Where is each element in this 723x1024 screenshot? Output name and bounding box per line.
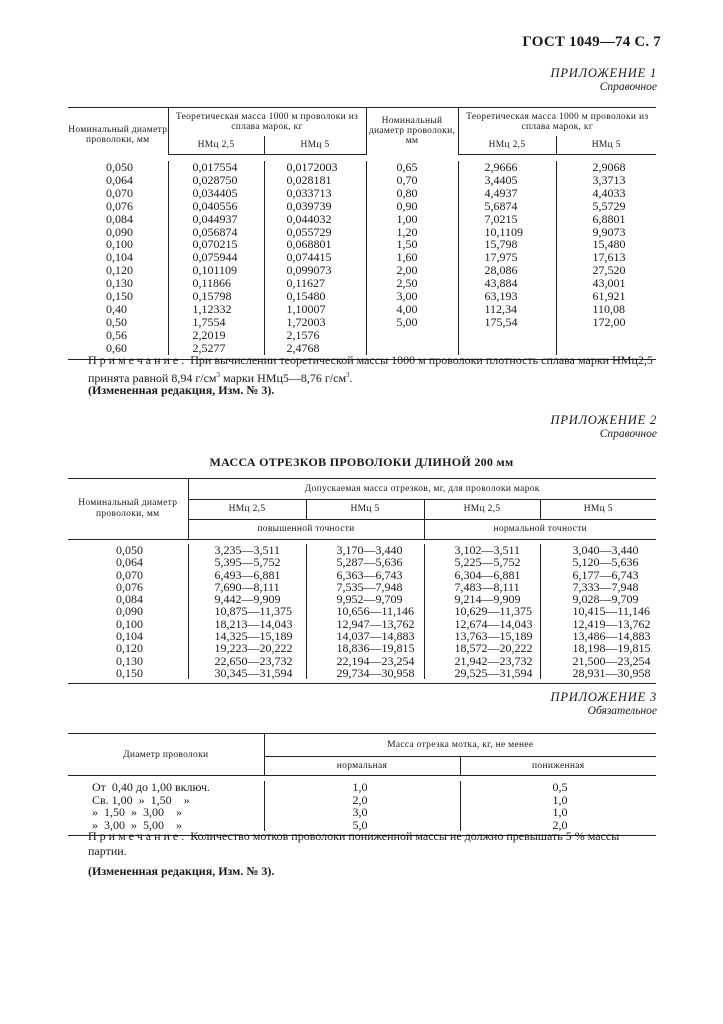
table-cell: 18,836—19,815 [306,642,424,654]
table-cell: 3,040—3,440 [540,544,656,556]
note-label-3: Примечание. [88,829,188,843]
table-cell: 5,225—5,752 [424,556,540,568]
col-header-nmc25-norm: НМц 2,5 [424,500,540,520]
table-row [68,277,656,290]
table-cell: 0,56 [106,327,127,342]
table-cell: 14,325—15,189 [188,630,306,642]
table-cell: 3,170—3,440 [306,544,424,556]
table-cell: 10,629—11,375 [424,605,540,617]
table-row [68,556,656,568]
table-cell: 1,0 [460,806,656,819]
table-cell: 5,0 [264,819,460,832]
table-cell: 9,952—9,709 [306,593,424,605]
table-row [68,174,656,187]
table-cell: 5,287—5,636 [306,556,424,568]
table-cell: 0,070215 [168,238,264,251]
table-cell: 0,65 [366,161,458,174]
table-cell: 18,198—19,815 [540,642,656,654]
appendix-1-title: ПРИЛОЖЕНИЕ 1 [550,66,657,80]
table-cell: 0,090 [106,224,133,239]
col-header-nmc25-high: НМц 2,5 [188,500,306,520]
table-cell [458,329,556,342]
table-cell: 6,363—6,743 [306,569,424,581]
table-cell: 3,0 [264,806,460,819]
col-header-diameter-left: Номинальный диаметр проволоки, мм [68,125,168,146]
table-cell: Св. 1,00 » 1,50 » [92,792,190,807]
table-cell: 9,028—9,709 [540,593,656,605]
table-cell: 13,486—14,883 [540,630,656,642]
table-row [68,303,656,316]
table-cell: 0,084 [116,592,143,607]
table-cell: 10,656—11,146 [306,605,424,617]
table-cell: 3,00 [366,290,458,303]
table-row [68,226,656,239]
table-cell: 2,4768 [264,342,366,355]
table-cell: 3,102—3,511 [424,544,540,556]
table-cell: 5,6874 [458,200,556,213]
table-cell: 0,075944 [168,251,264,264]
table-cell: 0,070 [116,567,143,582]
table-cell: 7,333—7,948 [540,581,656,593]
col-header-reduced: пониженная [460,757,656,776]
appendix-3-note: Примечание. Количество мотков проволоки пониженной массы не должно превышать 5 % массы партии. [88,829,620,858]
table-cell: 1,60 [366,251,458,264]
table-cell: 0,11866 [168,277,264,290]
table-cell: 7,483—8,111 [424,581,540,593]
table-row [68,316,656,329]
table-cell: 61,921 [556,290,656,303]
table-cell: 175,54 [458,316,556,329]
table-cell: 6,177—6,743 [540,569,656,581]
appendix-2-subtitle: Справочное [599,428,657,440]
col-header-diameter-right: Номинальный диаметр проволоки, мм [366,108,458,155]
table-cell: 0,40 [106,301,127,316]
col-header-mass: Допускаемая масса отрезков, мг, для проволоки марок [188,479,656,500]
table-cell: 0,11627 [264,277,366,290]
table-cell: 6,304—6,881 [424,569,540,581]
table-cell: 0,120 [106,263,133,278]
table-cell: 5,00 [366,316,458,329]
table-cell: 9,442—9,909 [188,593,306,605]
table-cell: 28,086 [458,264,556,277]
table-cell: 2,50 [366,277,458,290]
table-cell: 17,975 [458,251,556,264]
wire-mass-table [68,107,656,360]
table-cell: 0,028750 [168,174,264,187]
page-header: ГОСТ 1049—74 С. 7 [522,34,661,50]
table-row [68,187,656,200]
table-cell: 0,60 [106,340,127,355]
table-cell: 0,5 [460,781,656,794]
table-row [68,161,656,174]
table-cell: 12,419—13,762 [540,618,656,630]
table-cell: 2,0 [460,819,656,832]
col-header-nmc5-high: НМц 5 [306,500,424,520]
table-cell: 2,0 [264,794,460,807]
table-cell: 0,101109 [168,264,264,277]
col-header-coil-mass: Масса отрезка мотка, кг, не менее [264,734,656,757]
table-cell: 7,0215 [458,213,556,226]
table-cell: 1,10007 [264,303,366,316]
table-cell: 18,213—14,043 [188,618,306,630]
table-cell: 0,70 [366,174,458,187]
table-cell: 0,50 [106,314,127,329]
table-cell: 22,194—23,254 [306,655,424,667]
table-cell: 14,037—14,883 [306,630,424,642]
table-cell: 0,070 [106,185,133,200]
table-cell: 0,034405 [168,187,264,200]
table-cell: 1,20 [366,226,458,239]
col-header-nmc5-norm: НМц 5 [540,500,656,520]
table-cell: 10,875—11,375 [188,605,306,617]
table-cell: 0,044032 [264,213,366,226]
col-header-wire-diameter: Диаметр проволоки [68,734,264,776]
table-cell: 43,001 [556,277,656,290]
segment-mass-table [68,478,656,684]
table-cell: 12,674—14,043 [424,618,540,630]
table-cell: 172,00 [556,316,656,329]
col-header-nmc25-right: НМц 2,5 [458,136,556,155]
table-row [68,667,656,679]
table-cell: 0,050 [106,160,133,174]
table-cell: 2,9666 [458,161,556,174]
col-header-normal: нормальная [264,757,460,776]
table-cell [366,329,458,342]
appendix-1-edited: (Измененная редакция, Изм. № 3). [88,383,275,397]
table-row [68,329,656,342]
table-row [68,264,656,277]
table-cell: 0,039739 [264,200,366,213]
table-cell: 9,214—9,909 [424,593,540,605]
table-cell: 19,223—20,222 [188,642,306,654]
table-cell: 0,017554 [168,161,264,174]
table-row [68,806,656,819]
table-cell: 7,690—8,111 [188,581,306,593]
table-cell: 112,34 [458,303,556,316]
coil-mass-table [68,733,656,836]
table-row [68,781,656,794]
table-cell: 10,1109 [458,226,556,239]
table-cell: 0,033713 [264,187,366,200]
table-cell: 0,100 [116,616,143,631]
appendix-3-edited: (Измененная редакция, Изм. № 3). [88,864,275,878]
table-cell: 2,5277 [168,342,264,355]
col-header-normal-accuracy: нормальной точности [424,520,656,540]
table-cell: 0,104 [106,250,133,265]
table-cell: 3,4405 [458,174,556,187]
table-cell: 22,650—23,732 [188,655,306,667]
table-cell: 1,12332 [168,303,264,316]
appendix-3-title: ПРИЛОЖЕНИЕ 3 [550,690,657,704]
col-header-mass-right: Теоретическая масса 1000 м проволоки из сплава марок, кг [458,108,656,137]
table-cell: 43,884 [458,277,556,290]
table-cell: 5,5729 [556,200,656,213]
note-label: Примечание. [88,353,188,367]
appendix-3-subtitle: Обязательное [587,705,657,717]
table-cell: 0,15798 [168,290,264,303]
appendix-1-label [551,66,657,94]
table-cell: 15,480 [556,238,656,251]
table-cell: 4,4033 [556,187,656,200]
col-header-high-accuracy: повышенной точности [188,520,424,540]
table-cell: 0,0172003 [264,161,366,174]
table-cell: 3,235—3,511 [188,544,306,556]
table-cell: 5,120—5,636 [540,556,656,568]
col-header-diameter: Номинальный диаметр проволоки, мм [68,479,188,540]
table-cell: 0,130 [106,276,133,291]
table-cell: 2,9068 [556,161,656,174]
col-header-nmc25-left: НМц 2,5 [168,136,264,155]
table-cell: 0,130 [116,653,143,668]
table-cell: 15,798 [458,238,556,251]
table-cell: 5,395—5,752 [188,556,306,568]
table-cell: От 0,40 до 1,00 включ. [92,780,211,794]
table-cell: 9,9073 [556,226,656,239]
table-cell: 0,040556 [168,200,264,213]
table-cell: 1,50 [366,238,458,251]
table-cell: 0,90 [366,200,458,213]
table-cell: 12,947—13,762 [306,618,424,630]
table-cell: 1,7554 [168,316,264,329]
appendix-2-label [551,413,657,441]
table-cell: 7,535—7,948 [306,581,424,593]
table-cell: 0,104 [116,629,143,644]
table-row [68,213,656,226]
table-cell: 2,00 [366,264,458,277]
table-row [68,290,656,303]
table-cell: 0,80 [366,187,458,200]
table-cell: 0,055729 [264,226,366,239]
table-row [68,642,656,654]
table-cell: 4,00 [366,303,458,316]
table-cell: 4,4937 [458,187,556,200]
table-cell: 0,099073 [264,264,366,277]
table-cell: » 3,00 » 5,00 » [92,817,182,832]
table-cell: 1,72003 [264,316,366,329]
col-header-nmc5-left: НМц 5 [264,136,366,155]
appendix-1-note: Примечание. При вычислении теоретической массы 1000 м проволоки плотность сплава марки НМц2,5 принята равной 8,94 $г/см^3$ марки НМц5—8,76 $г/см^3$. [88,353,653,385]
table-cell [556,329,656,342]
table-cell: 0,076 [116,579,143,594]
appendix-3-label [551,690,657,718]
appendix-2-title: ПРИЛОЖЕНИЕ 2 [550,413,657,427]
appendix-2-heading: МАССА ОТРЕЗКОВ ПРОВОЛОКИ ДЛИНОЙ 200 мм [209,455,514,469]
table-row [68,238,656,251]
table-cell: 1,00 [366,213,458,226]
table-cell: 1,0 [460,794,656,807]
table-cell: 0,15480 [264,290,366,303]
table-cell: 6,8801 [556,213,656,226]
table-cell: 0,074415 [264,251,366,264]
table-cell: 27,520 [556,264,656,277]
col-header-mass-left: Теоретическая масса 1000 м проволоки из сплава марок, кг [168,108,366,137]
table-cell: 110,08 [556,303,656,316]
table-cell: 0,028181 [264,174,366,187]
table-cell: 0,084 [106,211,133,226]
table-cell: 0,050 [116,543,143,557]
appendix-1-subtitle: Справочное [599,81,657,93]
table-cell: 30,345—31,594 [188,667,306,679]
table-cell: 18,572—20,222 [424,642,540,654]
table-row [68,605,656,617]
table-cell: 13,763—15,189 [424,630,540,642]
table-cell: 0,150 [106,289,133,304]
table-cell: 0,090 [116,604,143,619]
col-header-nmc5-right: НМц 5 [556,136,656,155]
table-cell: 0,150 [116,665,143,680]
table-cell: 21,500—23,254 [540,655,656,667]
table-cell: 0,068801 [264,238,366,251]
table-cell: 63,193 [458,290,556,303]
table-row [68,200,656,213]
table-cell: 2,2019 [168,329,264,342]
table-cell: 21,942—23,732 [424,655,540,667]
table-cell: 3,3713 [556,174,656,187]
table-row [68,251,656,264]
table-cell: 29,734—30,958 [306,667,424,679]
table-cell: 0,120 [116,641,143,656]
table-cell: 0,056874 [168,226,264,239]
table-cell: 6,493—6,881 [188,569,306,581]
table-cell: 1,0 [264,781,460,794]
table-cell: 29,525—31,594 [424,667,540,679]
table-cell: 2,1576 [264,329,366,342]
table-cell: 0,064 [116,555,143,570]
table-cell: 0,100 [106,237,133,252]
table-cell: 0,076 [106,198,133,213]
table-cell: 28,931—30,958 [540,667,656,679]
table-cell: 0,044937 [168,213,264,226]
table-cell: 10,415—11,146 [540,605,656,617]
table-cell: » 1,50 » 3,00 » [92,805,182,820]
table-cell: 17,613 [556,251,656,264]
table-cell: 0,064 [106,172,133,187]
